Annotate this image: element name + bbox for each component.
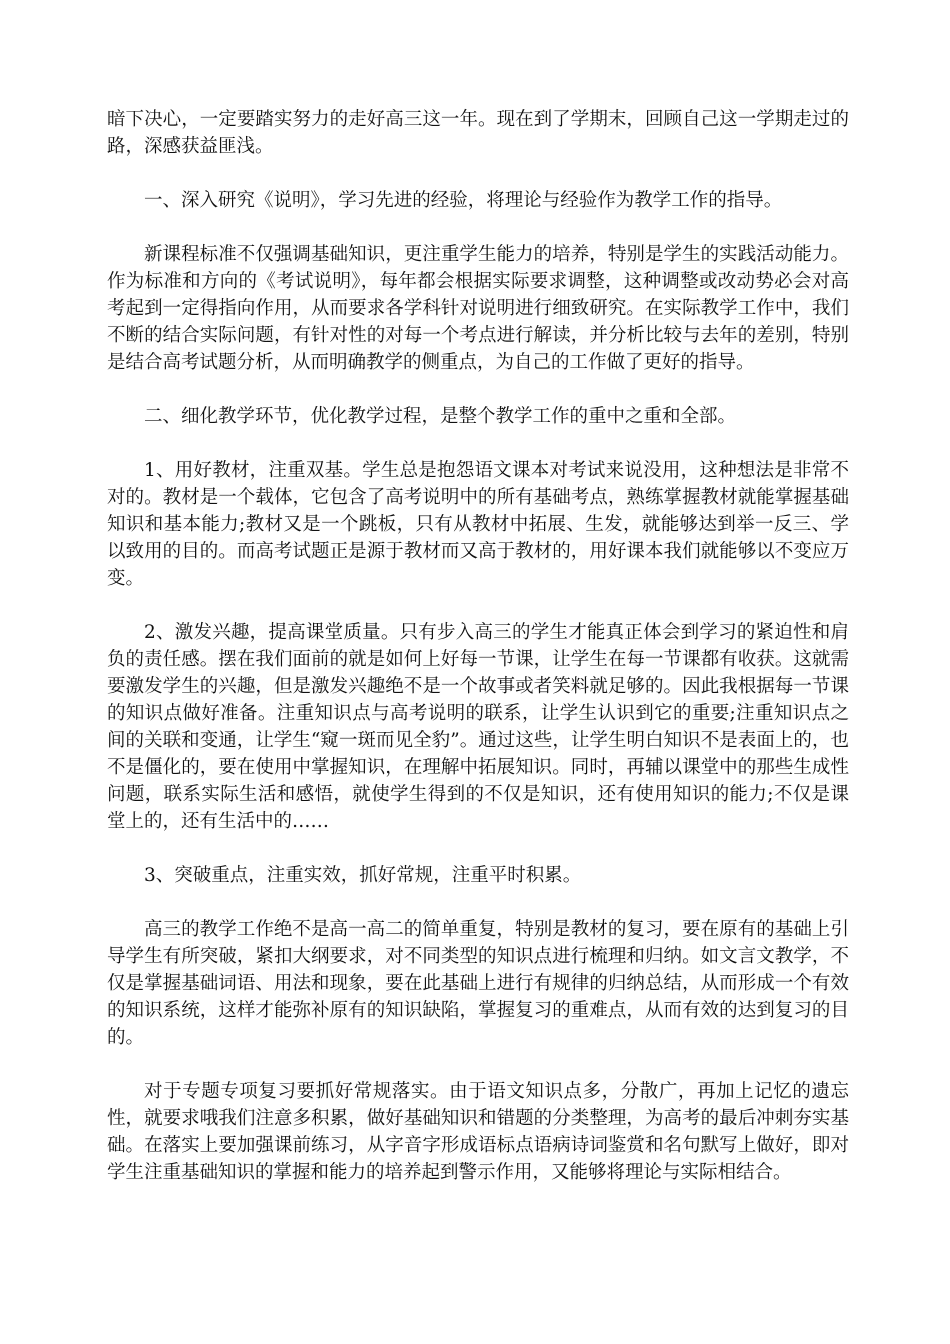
paragraph-point-2: 2、激发兴趣，提高课堂质量。只有步入高三的学生才能真正体会到学习的紧迫性和肩负的责任感。摆在我们面前的就是如何上好每一节课，让学生在每一节课都有收获。这就需要激发学生的兴趣，但是激发兴趣绝不是一个故事或者笑料就足够的。因此我根据每一节课的知识点做好准备。注重知识点与高考说明的联系，让学生认识到它的重要;注重知识点之间的关联和变通，让学生“窥一斑而见全豹”。通过这些，让学生明白知识不是表面上的，也不是僵化的，要在使用中掌握知识，在理解中拓展知识。同时，再辅以课堂中的那些生成性问题，联系实际生活和感悟，就使学生得到的不仅是知识，还有使用知识的能力;不仅是课堂上的，还有生活中的…… bbox=[107, 622, 849, 832]
paragraph-review: 高三的教学工作绝不是高一高二的简单重复，特别是教材的复习，要在原有的基础上引导学生有所突破，紧扣大纲要求，对不同类型的知识点进行梳理和归纳。如文言文教学，不仅是掌握基础词语、用法和现象，要在此基础上进行有规律的归纳总结，从而形成一个有效的知识系统，这样才能弥补原有的知识缺陷，掌握复习的重难点，从而有效的达到复习的目的。 bbox=[107, 919, 849, 1048]
paragraph-point-1: 1、用好教材，注重双基。学生总是抱怨语文课本对考试来说没用，这种想法是非常不对的。教材是一个载体，它包含了高考说明中的所有基础考点，熟练掌握教材就能掌握基础知识和基本能力;教材又是一个跳板，只有从教材中拓展、生发，就能够达到举一反三、学以致用的目的。而高考试题正是源于教材而又高于教材的，用好课本我们就能够以不变应万变。 bbox=[107, 460, 849, 589]
paragraph-special-review: 对于专题专项复习要抓好常规落实。由于语文知识点多，分散广，再加上记忆的遗忘性，就要求哦我们注意多积累，做好基础知识和错题的分类整理，为高考的最后冲刺夯实基础。在落实上要加强课前练习，从字音字形成语标点语病诗词鉴赏和名句默写上做好，即对学生注重基础知识的掌握和能力的培养起到警示作用，又能够将理论与实际相结合。 bbox=[107, 1081, 849, 1183]
paragraph-point-3-heading: 3、突破重点，注重实效，抓好常规，注重平时积累。 bbox=[144, 865, 582, 886]
document-page bbox=[107, 106, 849, 1213]
paragraph-intro: 暗下决心，一定要踏实努力的走好高三这一年。现在到了学期末，回顾自己这一学期走过的路，深感获益匪浅。 bbox=[107, 109, 849, 157]
paragraph-curriculum: 新课程标准不仅强调基础知识，更注重学生能力的培养，特别是学生的实践活动能力。作为标准和方向的《考试说明》，每年都会根据实际要求调整，这种调整或改动势必会对高考起到一定得指向作用，从而要求各学科针对说明进行细致研究。在实际教学工作中，我们不断的结合实际问题，有针对性的对每一个考点进行解读，并分析比较与去年的差别，特别是结合高考试题分析，从而明确教学的侧重点，为自己的工作做了更好的指导。 bbox=[107, 244, 849, 373]
section-heading-2: 二、细化教学环节，优化教学过程，是整个教学工作的重中之重和全部。 bbox=[144, 406, 737, 427]
section-heading-1: 一、深入研究《说明》，学习先进的经验，将理论与经验作为教学工作的指导。 bbox=[144, 190, 783, 211]
